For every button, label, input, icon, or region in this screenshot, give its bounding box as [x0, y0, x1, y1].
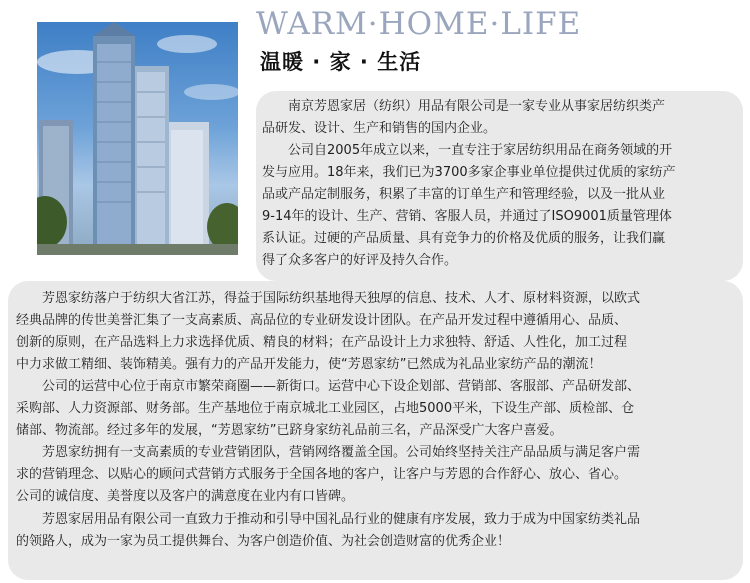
intro-paragraph-1 [262, 96, 738, 140]
text-line: 中力求做工精细、装饰精美。强有力的产品开发能力，使“芳恩家纺”已然成为礼品业家纺产品的潮流！ [16, 357, 602, 373]
text-line: 公司自2005年成立以来，一直专注于家居纺织用品在商务领域的开 [288, 143, 673, 158]
text-line: 品研发、设计、生产和销售的国内企业。 [262, 121, 497, 137]
text-line: 求的营销理念、以贴心的顾问式营销方式服务于全国各地的客户，让客户与芳恩的合作舒心、放心、省心。 [16, 467, 628, 483]
body-paragraph-2 [16, 376, 740, 442]
text-line: 芳恩家居用品有限公司一直致力于推动和引导中国礼品行业的健康有序发展，致力于成为中国家纺类礼品 [42, 512, 641, 527]
intro-paragraph-2 [262, 140, 738, 273]
skyline-illustration [37, 22, 238, 255]
text-line: 芳恩家纺拥有一支高素质的专业营销团队，营销网络覆盖全国。公司始终坚持关注产品品质与满足客户需 [42, 445, 641, 460]
heading-english: WARM·HOME·LIFE [256, 6, 582, 42]
text-line: 公司的运营中心位于南京市繁荣商圈——新街口。运营中心下设企划部、营销部、客服部、产品研发部、 [42, 379, 641, 394]
text-line: 公司的诚信度、美誉度以及客户的满意度在业内有口皆碑。 [16, 489, 355, 505]
text-line: 创新的原则，在产品选料上力求选择优质、精良的材料；在产品设计上力求独特、舒适、人性化，加工过程 [16, 335, 628, 351]
office-tower-photo [37, 22, 238, 255]
heading-chinese: 温暖 · 家 · 生活 [260, 50, 422, 74]
text-line: 系认证。过硬的产品质量、具有竞争力的价格及优质的服务，让我们赢 [262, 231, 666, 247]
text-line: 经典品牌的传世美誉汇集了一支高素质、高品位的专业研发设计团队。在产品开发过程中遵循用心、品质、 [16, 313, 628, 329]
text-line: 南京芳恩家居（纺织）用品有限公司是一家专业从事家居纺织类产 [288, 99, 666, 114]
text-line: 品或产品定制服务，积累了丰富的订单生产和管理经验，以及一批从业 [262, 187, 666, 203]
body-paragraph-4 [16, 509, 740, 553]
text-line: 的领路人，成为一家为员工提供舞台、为客户创造价值、为社会创造财富的优秀企业！ [16, 534, 511, 550]
text-line: 9-14年的设计、生产、营销、客服人员，并通过了ISO9001质量管理体 [262, 209, 672, 225]
body-paragraph-1 [16, 288, 740, 376]
text-line: 发与应用。18年来，我们已为3700多家企事业单位提供过优质的家纺产 [262, 165, 676, 181]
text-line: 得了众多客户的好评及持久合作。 [262, 253, 458, 269]
text-line: 储部、物流部。经过多年的发展，“芳恩家纺”已跻身家纺礼品前三名，产品深受广大客户喜爱。 [16, 423, 563, 439]
body-paragraph-3 [16, 442, 740, 508]
text-line: 采购部、人力资源部、财务部。生产基地位于南京城北工业园区，占地5000平米，下设生产部、质检部、仓 [16, 401, 635, 417]
text-line: 芳恩家纺落户于纺织大省江苏，得益于国际纺织基地得天独厚的信息、技术、人才、原材料资源，以欧式 [42, 291, 641, 306]
